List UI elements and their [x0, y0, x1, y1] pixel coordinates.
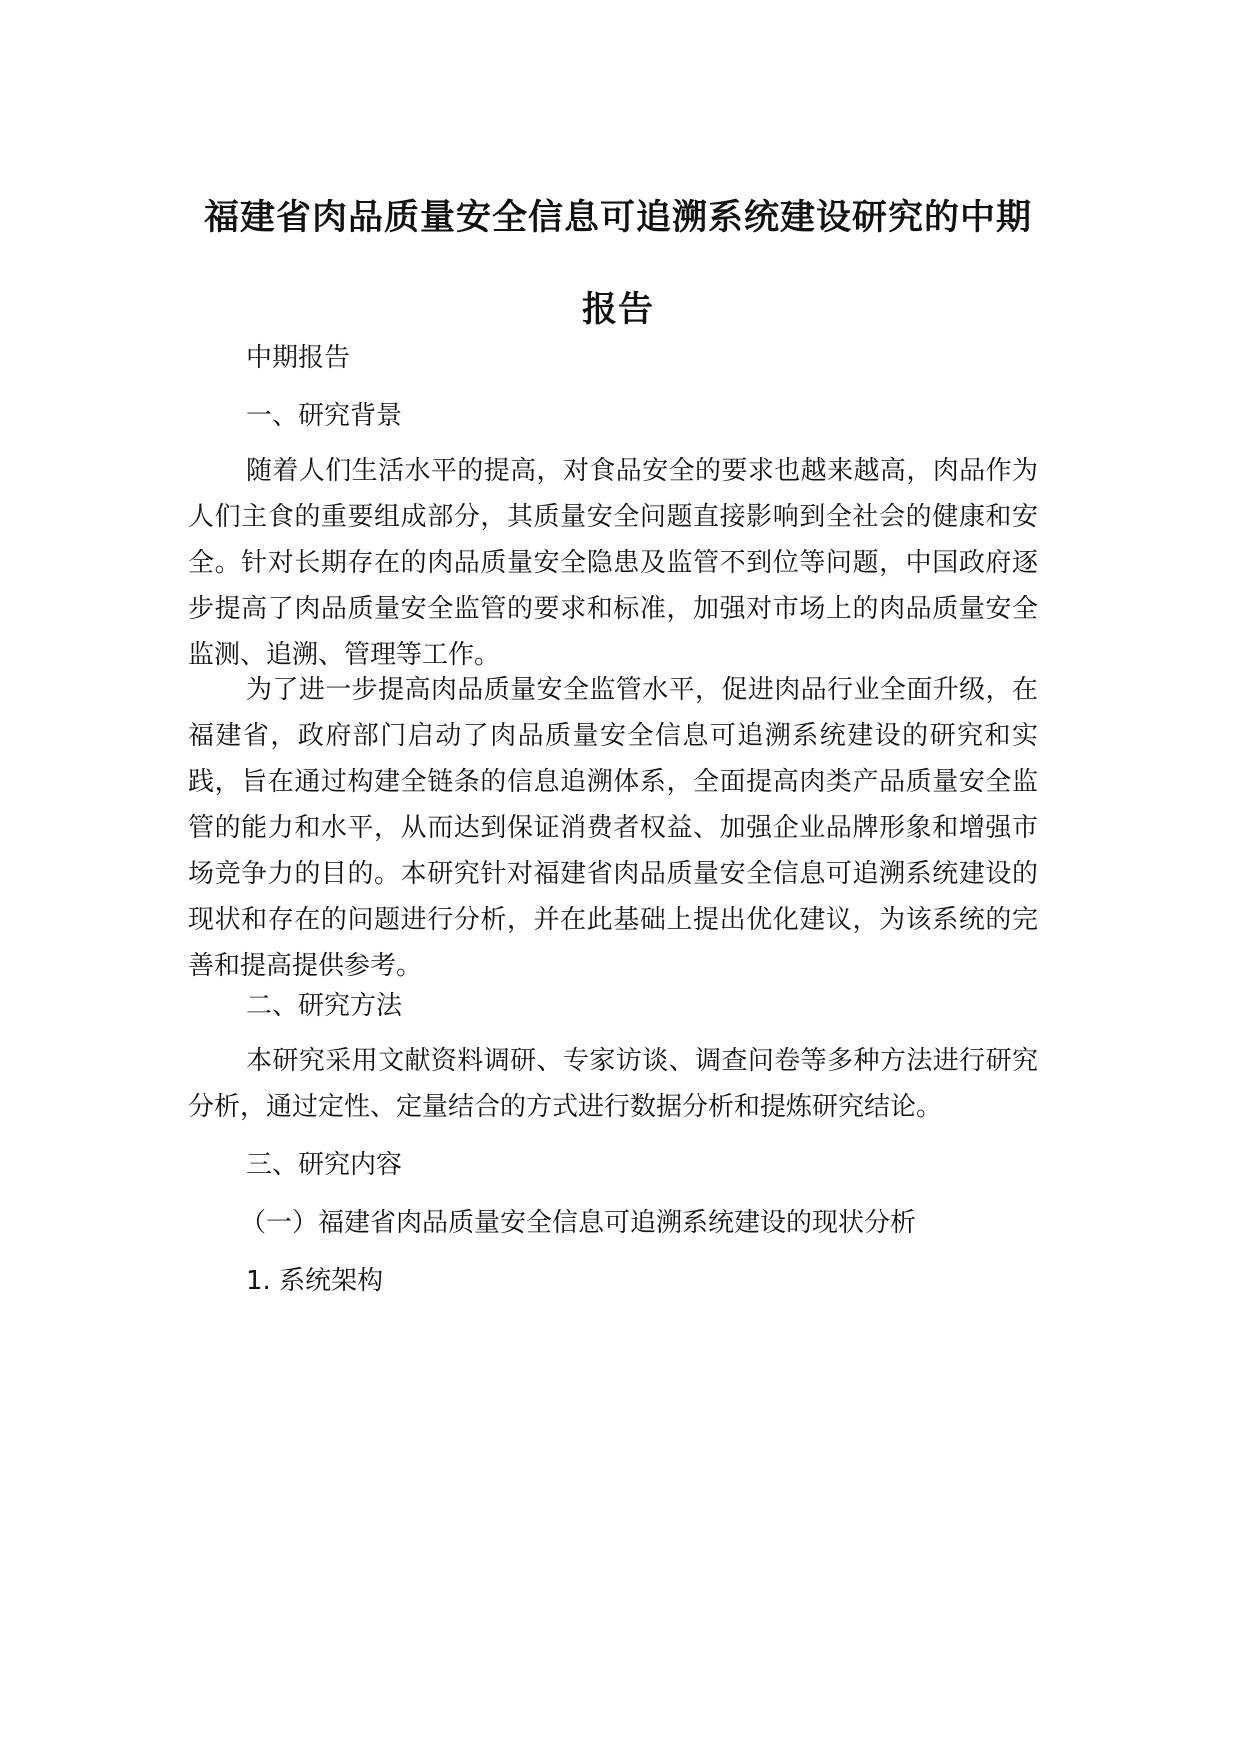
- paragraph-background-2: 为了进一步提高肉品质量安全监管水平，促进肉品行业全面升级，在福建省，政府部门启动了肉品质量安全信息可追溯系统建设的研究和实践，旨在通过构建全链条的信息追溯体系，全面提高肉类产品质量安全监管的能力和水平，从而达到保证消费者权益、加强企业品牌形象和增强市场竞争力的目的。本研究针对福建省肉品质量安全信息可追溯系统建设的现状和存在的问题进行分析，并在此基础上提出优化建议，为该系统的完善和提高提供参考。: [188, 675, 1038, 981]
- item-heading-architecture: 1. 系统架构: [246, 1266, 384, 1296]
- section-heading-methods: 二、研究方法: [246, 991, 403, 1021]
- document-title: 福建省肉品质量安全信息可追溯系统建设研究的中期报告: [203, 198, 1032, 330]
- subsection-heading-status: （一）福建省肉品质量安全信息可追溯系统建设的现状分析: [240, 1208, 917, 1238]
- paragraph-methods: 本研究采用文献资料调研、专家访谈、调查问卷等多种方法进行研究分析，通过定性、定量结合的方式进行数据分析和提炼研究结论。: [188, 1046, 1038, 1122]
- section-heading-content: 三、研究内容: [246, 1150, 403, 1180]
- paragraph-background-1: 随着人们生活水平的提高，对食品安全的要求也越来越高，肉品作为人们主食的重要组成部分，其质量安全问题直接影响到全社会的健康和安全。针对长期存在的肉品质量安全隐患及监管不到位等问题，中国政府逐步提高了肉品质量安全监管的要求和标准，加强对市场上的肉品质量安全监测、追溯、管理等工作。: [188, 456, 1038, 670]
- report-label: 中期报告: [246, 343, 351, 373]
- section-heading-background: 一、研究背景: [246, 401, 403, 431]
